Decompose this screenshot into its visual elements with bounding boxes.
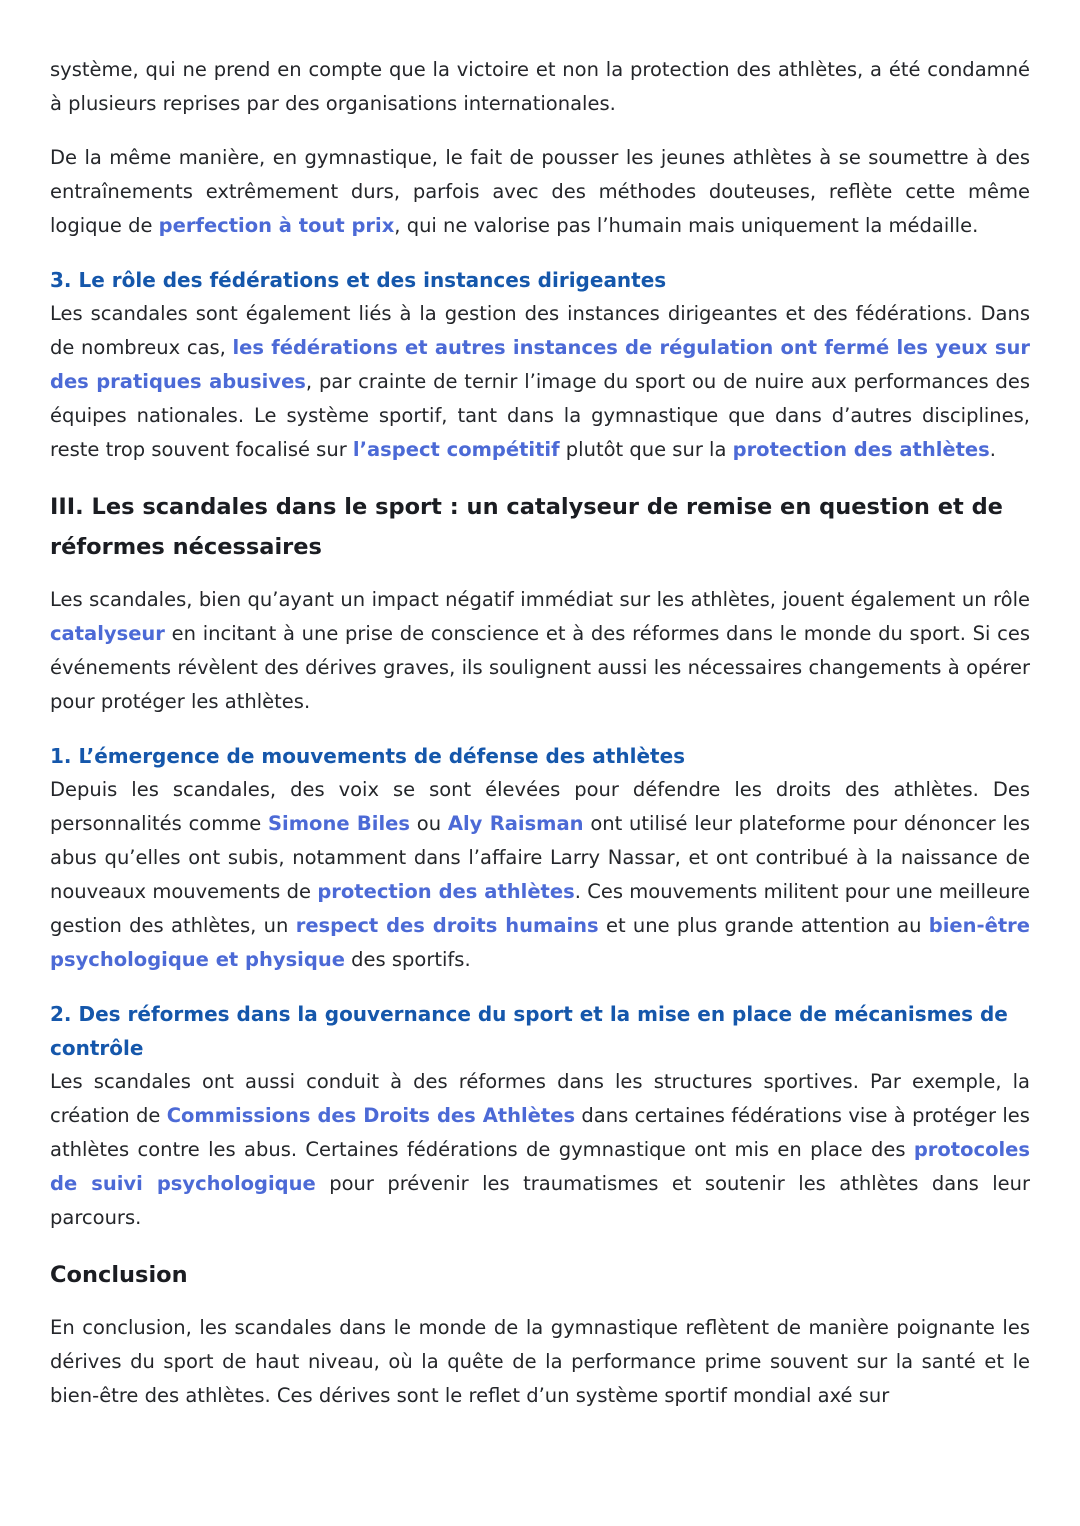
text-run: Depuis les scandales, des voix se sont élevées pour défendre les droits des athlètes. Des personnalités comme bbox=[50, 778, 1030, 835]
body-paragraph-federations bbox=[50, 297, 1030, 467]
text-run: 2. Des réformes dans la gouvernance du sport et la mise en place de mécanismes de contrôle bbox=[50, 1002, 1008, 1060]
highlighted-phrase: protocoles de suivi psychologique bbox=[50, 1138, 1030, 1195]
text-run: De la même manière, en gymnastique, le fait de pousser les jeunes athlètes à se soumettre à des entraînements extrêmement durs, parfois avec des méthodes douteuses, reflète cette même logique de bbox=[50, 146, 1030, 237]
text-run: Les scandales ont aussi conduit à des réformes dans les structures sportives. Par exemple, la création de bbox=[50, 1070, 1030, 1127]
subsection-heading-mouvements-defense bbox=[50, 739, 1030, 773]
highlighted-phrase: catalyseur bbox=[50, 622, 165, 645]
body-paragraph-gouvernance-reformes bbox=[50, 1065, 1030, 1235]
body-paragraph-gymnastique-perfection bbox=[50, 141, 1030, 243]
text-run: , par crainte de ternir l’image du sport ou de nuire aux performances des équipes nationales. Le système sportif, tant dans la gymnastique que dans d’autres disciplines, reste trop souvent focalisé sur bbox=[50, 370, 1030, 461]
text-run: Les scandales sont également liés à la gestion des instances dirigeantes et des fédérations. Dans de nombreux cas, bbox=[50, 302, 1030, 359]
highlighted-phrase: protection des athlètes bbox=[732, 438, 990, 461]
text-run: 1. L’émergence de mouvements de défense des athlètes bbox=[50, 744, 686, 768]
text-run: III. Les scandales dans le sport : un catalyseur de remise en question et de réformes nécessaires bbox=[50, 494, 1003, 560]
subsection-heading-gouvernance-reformes bbox=[50, 997, 1030, 1065]
text-run: plutôt que sur la bbox=[559, 438, 733, 461]
text-run: Les scandales, bien qu’ayant un impact négatif immédiat sur les athlètes, jouent également un rôle bbox=[50, 588, 1030, 611]
highlighted-phrase: bien-être psychologique et physique bbox=[50, 914, 1030, 971]
text-run: . bbox=[989, 438, 996, 461]
text-run: . Ces mouvements militent pour une meilleure gestion des athlètes, un bbox=[50, 880, 1031, 937]
text-run: dans certaines fédérations vise à protéger les athlètes contre les abus. Certaines fédérations de gymnastique ont mis en place des bbox=[50, 1104, 1030, 1161]
highlighted-phrase: l’aspect compétitif bbox=[352, 438, 560, 461]
subsection-heading-federations bbox=[50, 263, 1030, 297]
highlighted-phrase: protection des athlètes bbox=[317, 880, 575, 903]
text-run: pour prévenir les traumatismes et soutenir les athlètes dans leur parcours. bbox=[50, 1172, 1031, 1229]
section-heading-conclusion bbox=[50, 1255, 1030, 1295]
text-run: des sportifs. bbox=[344, 948, 471, 971]
highlighted-phrase: Aly Raisman bbox=[447, 812, 584, 835]
body-paragraph-conclusion bbox=[50, 1311, 1030, 1413]
text-run: en incitant à une prise de conscience et à des réformes dans le monde du sport. Si ces événements révèlent des dérives graves, ils soulignent aussi les nécessaires changements à opérer pour protéger les athlètes. bbox=[50, 622, 1030, 713]
highlighted-phrase: respect des droits humains bbox=[295, 914, 599, 937]
body-paragraph-system-condemned bbox=[50, 53, 1030, 121]
highlighted-phrase: Commissions des Droits des Athlètes bbox=[166, 1104, 576, 1127]
body-paragraph-mouvements-defense bbox=[50, 773, 1030, 977]
text-run: Conclusion bbox=[50, 1262, 188, 1288]
text-run: , qui ne valorise pas l’humain mais uniquement la médaille. bbox=[394, 214, 979, 237]
highlighted-phrase: Simone Biles bbox=[268, 812, 410, 835]
body-paragraph-catalyseur bbox=[50, 583, 1030, 719]
section-heading-catalyseur bbox=[50, 487, 1030, 567]
highlighted-phrase: perfection à tout prix bbox=[158, 214, 395, 237]
highlighted-phrase: les fédérations et autres instances de régulation ont fermé les yeux sur des pratiques abusives bbox=[50, 336, 1030, 393]
text-run: ont utilisé leur plateforme pour dénoncer les abus qu’elles ont subis, notamment dans l’affaire Larry Nassar, et ont contribué à la naissance de nouveaux mouvements de bbox=[50, 812, 1031, 903]
text-run: ou bbox=[410, 812, 448, 835]
text-run: En conclusion, les scandales dans le monde de la gymnastique reflètent de manière poignante les dérives du sport de haut niveau, où la quête de la performance prime souvent sur la santé et le bien-être des athlètes. Ces dérives sont le reflet d’un système sportif mondial axé sur bbox=[50, 1316, 1030, 1407]
text-run: et une plus grande attention au bbox=[598, 914, 929, 937]
text-run: 3. Le rôle des fédérations et des instances dirigeantes bbox=[50, 268, 667, 292]
text-run: système, qui ne prend en compte que la victoire et non la protection des athlètes, a été condamné à plusieurs reprises par des organisations internationales. bbox=[50, 58, 1030, 115]
